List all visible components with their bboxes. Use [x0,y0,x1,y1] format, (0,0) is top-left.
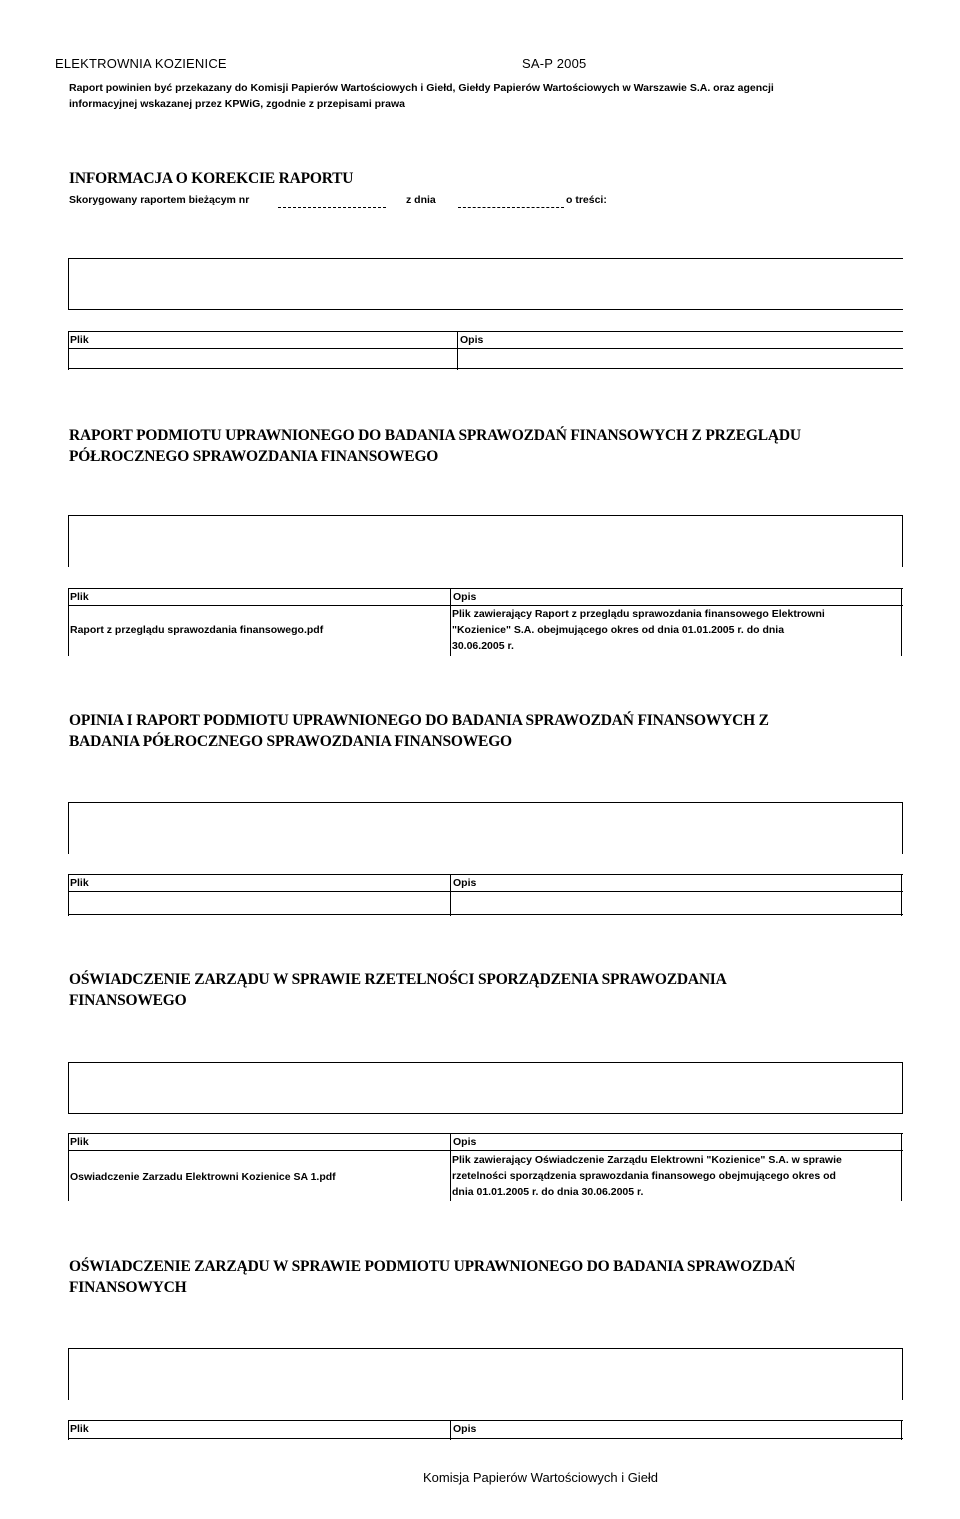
opis-header: Opis [453,1423,477,1435]
company-name: ELEKTROWNIA KOZIENICE [55,56,227,71]
section2-content-box[interactable] [68,802,903,854]
opis-header: Opis [453,591,477,603]
file-description-line3: dnia 01.01.2005 r. do dnia 30.06.2005 r. [452,1186,644,1198]
file-description-line2: rzetelności sporządzenia sprawozdania finansowego obejmującego okres od [452,1170,836,1182]
file-description-line1: Plik zawierający Raport z przeglądu sprawozdania finansowego Elektrowni [452,608,825,620]
correction-title: INFORMACJA O KOREKCIE RAPORTU [69,170,354,187]
section3-content-box[interactable] [68,1062,903,1114]
opis-header: Opis [460,334,484,346]
section4-title-line1: OŚWIADCZENIE ZARZĄDU W SPRAWIE PODMIOTU UPRAWNIONEGO DO BADANIA SPRAWOZDAŃ [69,1258,796,1275]
section2-file-table [68,874,903,916]
section3-title-line1: OŚWIADCZENIE ZARZĄDU W SPRAWIE RZETELNOŚCI SPORZĄDZENIA SPRAWOZDANIA [69,971,727,988]
file-description-line1: Plik zawierający Oświadczenie Zarządu Elektrowni "Kozienice" S.A. w sprawie [452,1154,842,1166]
section1-title-line1: RAPORT PODMIOTU UPRAWNIONEGO DO BADANIA SPRAWOZDAŃ FINANSOWYCH Z PRZEGLĄDU [69,427,801,444]
form-code: SA-P 2005 [522,56,587,71]
file-description-line3: 30.06.2005 r. [452,640,514,652]
correction-content-label: o treści: [566,194,607,206]
file-name[interactable]: Oswiadczenie Zarzadu Elektrowni Kozienice SA 1.pdf [70,1171,336,1183]
section3-title-line2: FINANSOWEGO [69,992,187,1009]
plik-header: Plik [70,591,89,603]
submission-note-line2: informacyjnej wskazanej przez KPWiG, zgodnie z przepisami prawa [69,98,405,110]
submission-note-line1: Raport powinien być przekazany do Komisji Papierów Wartościowych i Giełd, Giełdy Papierów Wartościowych w Warszawie S.A. oraz agencji [69,82,774,94]
opis-header: Opis [453,877,477,889]
file-name[interactable]: Raport z przeglądu sprawozdania finansowego.pdf [70,624,324,636]
report-date-field[interactable] [458,197,564,208]
section1-content-box[interactable] [68,515,903,567]
plik-header: Plik [70,1136,89,1148]
section2-title-line1: OPINIA I RAPORT PODMIOTU UPRAWNIONEGO DO BADANIA SPRAWOZDAŃ FINANSOWYCH Z [69,712,769,729]
report-number-field[interactable] [278,197,386,208]
section3-file-table [68,1133,903,1201]
section4-file-table [68,1420,903,1440]
plik-header: Plik [70,877,89,889]
correction-date-label: z dnia [406,194,436,206]
section2-title-line2: BADANIA PÓŁROCZNEGO SPRAWOZDANIA FINANSOWEGO [69,733,512,750]
section4-content-box[interactable] [68,1348,903,1400]
section1-file-table [68,588,903,656]
correction-file-table [68,331,903,370]
file-description-line2: "Kozienice" S.A. obejmującego okres od dnia 01.01.2005 r. do dnia [452,624,785,636]
plik-header: Plik [70,334,89,346]
section1-title-line2: PÓŁROCZNEGO SPRAWOZDANIA FINANSOWEGO [69,448,439,465]
footer-text: Komisja Papierów Wartościowych i Giełd [423,1470,659,1485]
opis-header: Opis [453,1136,477,1148]
section4-title-line2: FINANSOWYCH [69,1279,187,1296]
correction-report-label: Skorygowany raportem bieżącym nr [69,194,250,206]
correction-content-box[interactable] [68,258,903,310]
plik-header: Plik [70,1423,89,1435]
